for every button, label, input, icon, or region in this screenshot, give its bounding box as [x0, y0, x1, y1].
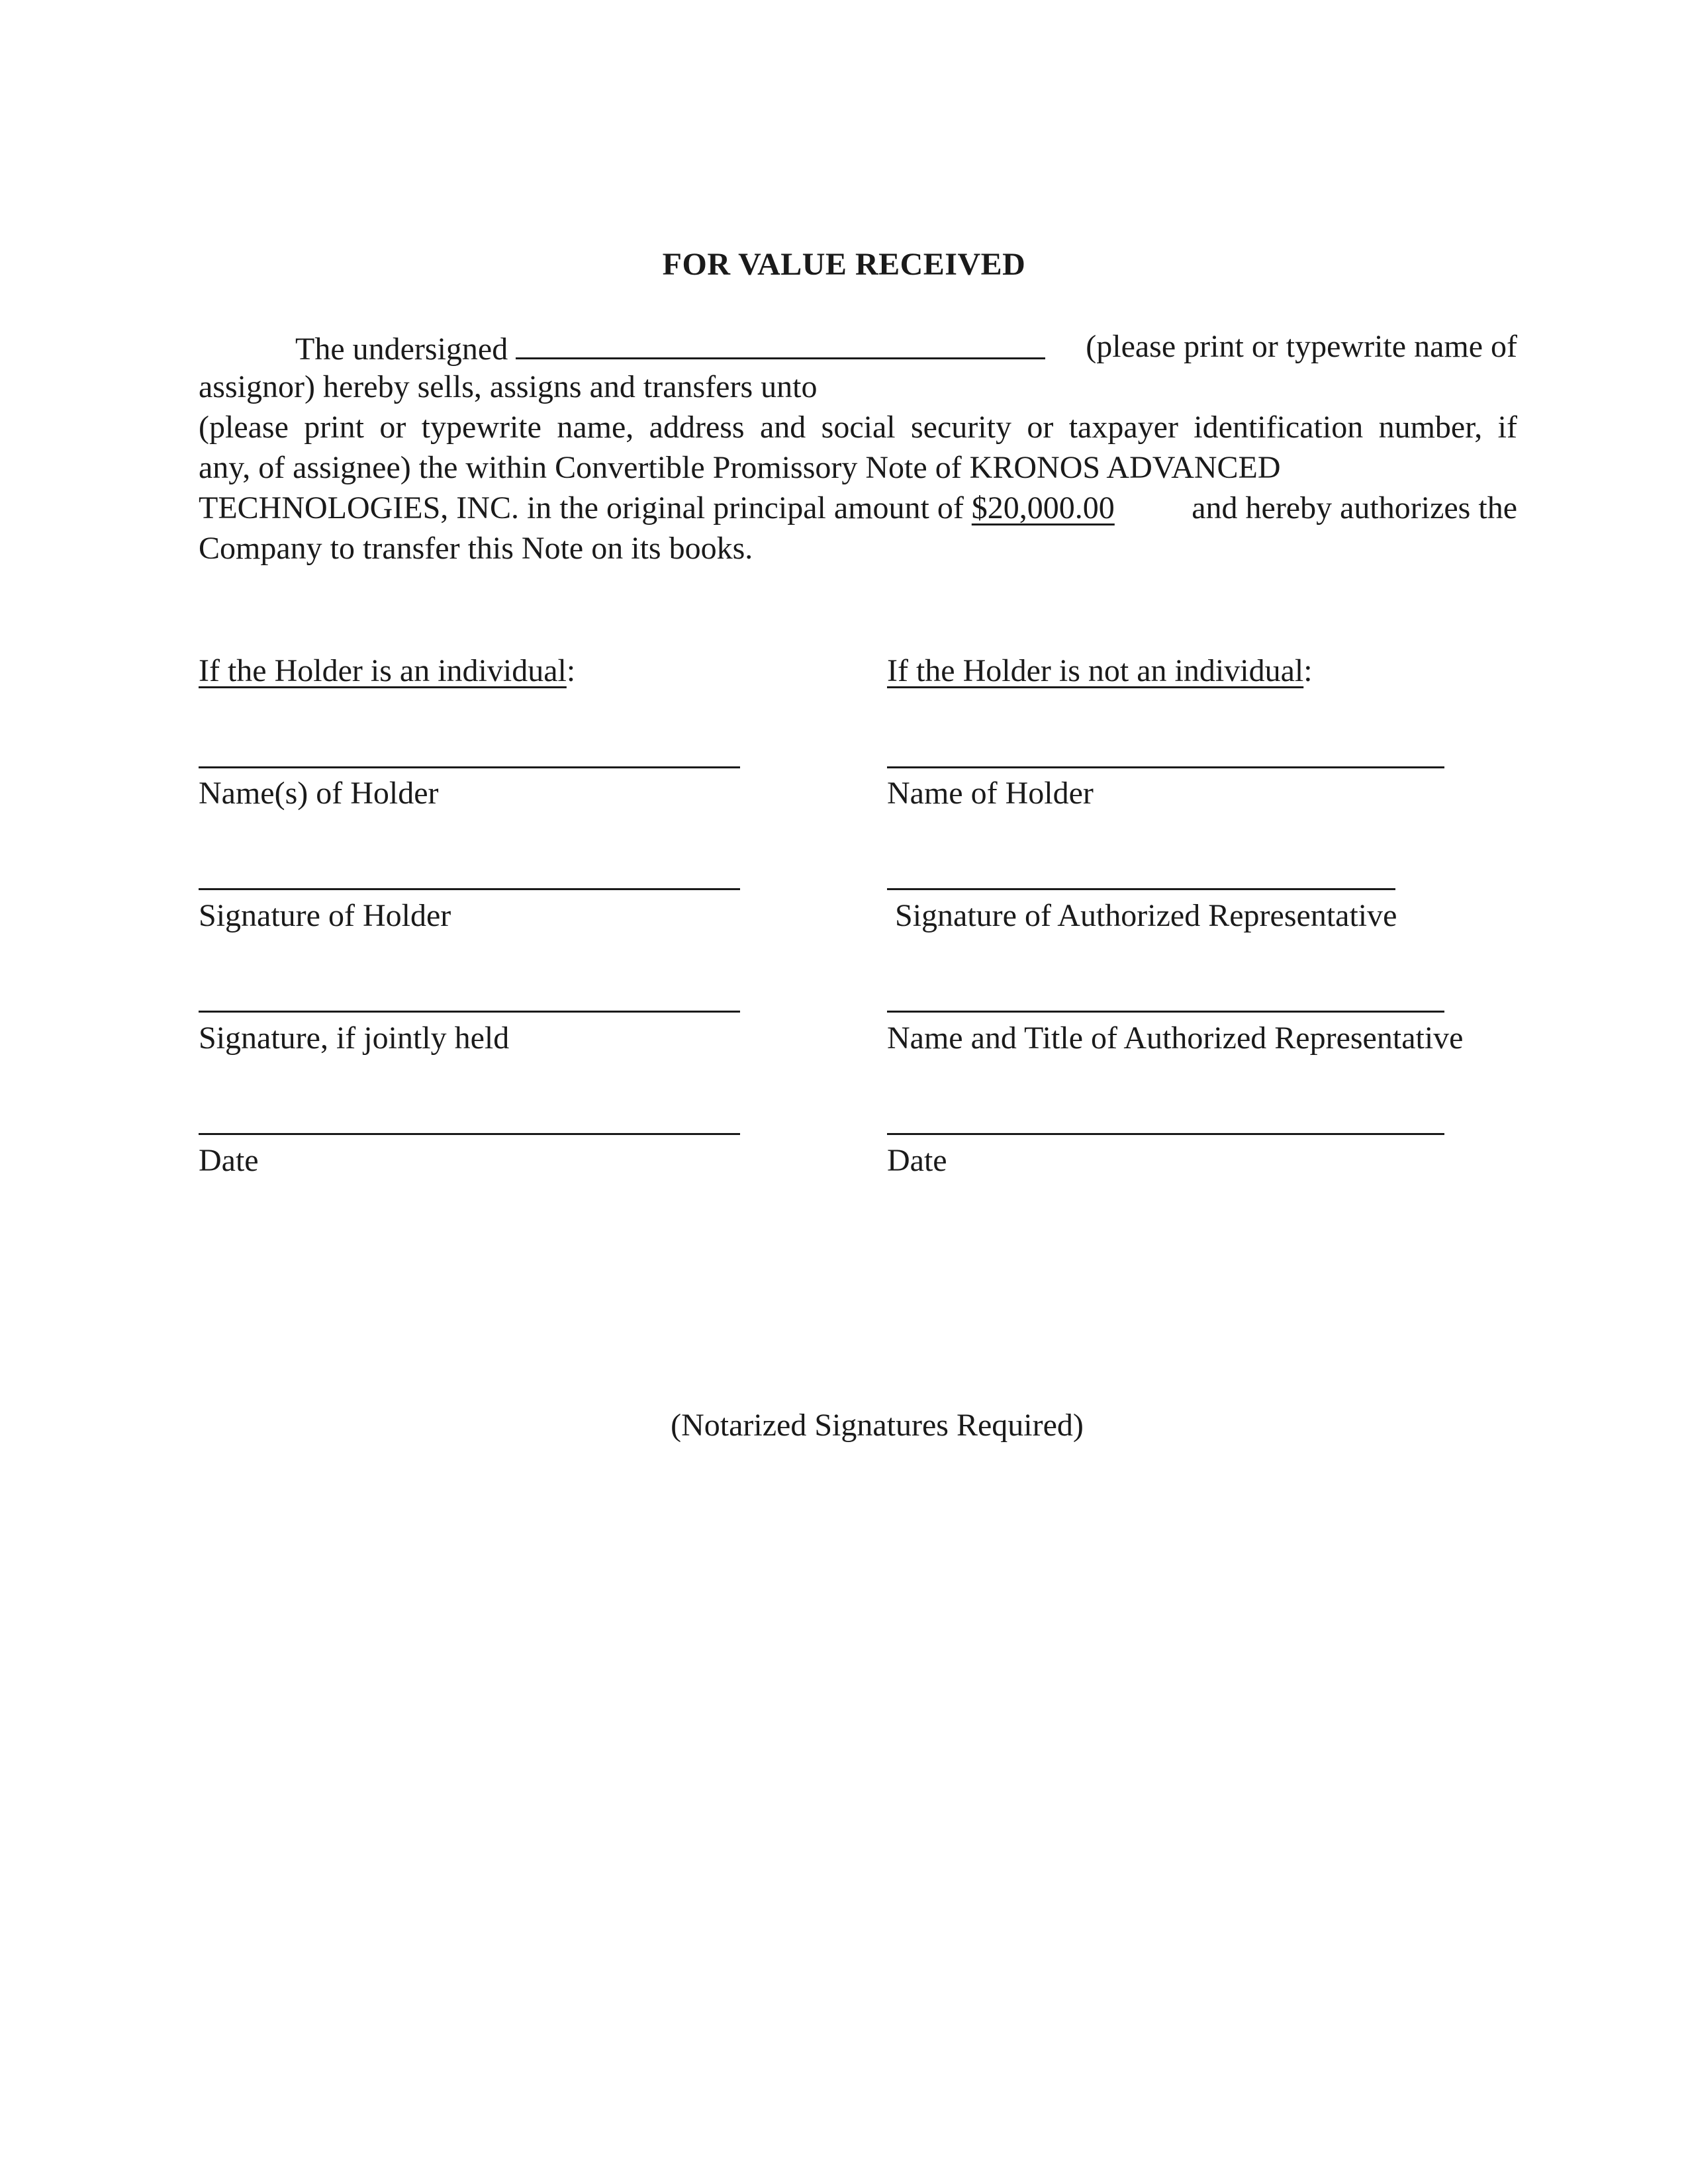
- paragraph-line-1: [199, 331, 1517, 365]
- paragraph-line-3: (please print or typewrite name, address and social security or taxpayer identification number, if: [199, 410, 1517, 445]
- paragraph-line-5: [199, 492, 1517, 524]
- joint-signature-line[interactable]: [199, 1011, 740, 1013]
- undersigned-label: The undersigned: [295, 332, 508, 367]
- individual-heading: [199, 655, 575, 687]
- notarized-note: (Notarized Signatures Required): [671, 1408, 1084, 1443]
- entity-name-label: Name of Holder: [887, 776, 1094, 811]
- entity-name-title-label: Name and Title of Authorized Representative: [887, 1021, 1464, 1056]
- joint-signature-label: Signature, if jointly held: [199, 1021, 510, 1056]
- assignor-instruction: (please print or typewrite name of: [1086, 329, 1517, 364]
- assignor-name-field[interactable]: [516, 331, 1045, 359]
- line5-prefix: TECHNOLOGIES, INC. in the original principal amount of: [199, 490, 964, 525]
- paragraph-line-6: Company to transfer this Note on its books.: [199, 531, 753, 566]
- individual-signature-label: Signature of Holder: [199, 898, 451, 933]
- entity-name-title-line[interactable]: [887, 1011, 1444, 1013]
- entity-heading-text: If the Holder is not an individual: [887, 653, 1304, 688]
- individual-heading-text: If the Holder is an individual: [199, 653, 567, 688]
- entity-date-line[interactable]: [887, 1133, 1444, 1135]
- individual-heading-colon: :: [566, 653, 576, 688]
- entity-heading: [887, 655, 1313, 687]
- individual-date-line[interactable]: [199, 1133, 740, 1135]
- document-title: FOR VALUE RECEIVED: [662, 247, 1026, 282]
- individual-signature-line[interactable]: [199, 888, 740, 890]
- principal-amount: $20,000.00: [971, 490, 1115, 525]
- individual-name-line[interactable]: [199, 766, 740, 768]
- line5-suffix: and hereby authorizes the: [1192, 490, 1517, 525]
- paragraph-line-4: any, of assignee) the within Convertible Promissory Note of KRONOS ADVANCED: [199, 450, 1281, 485]
- entity-signature-label: Signature of Authorized Representative: [895, 898, 1397, 933]
- entity-heading-colon: :: [1303, 653, 1313, 688]
- individual-date-label: Date: [199, 1143, 259, 1178]
- entity-date-label: Date: [887, 1143, 947, 1178]
- entity-name-line[interactable]: [887, 766, 1444, 768]
- individual-name-label: Name(s) of Holder: [199, 776, 439, 811]
- paragraph-line-2: assignor) hereby sells, assigns and transfers unto: [199, 369, 818, 404]
- entity-signature-line[interactable]: [887, 888, 1395, 890]
